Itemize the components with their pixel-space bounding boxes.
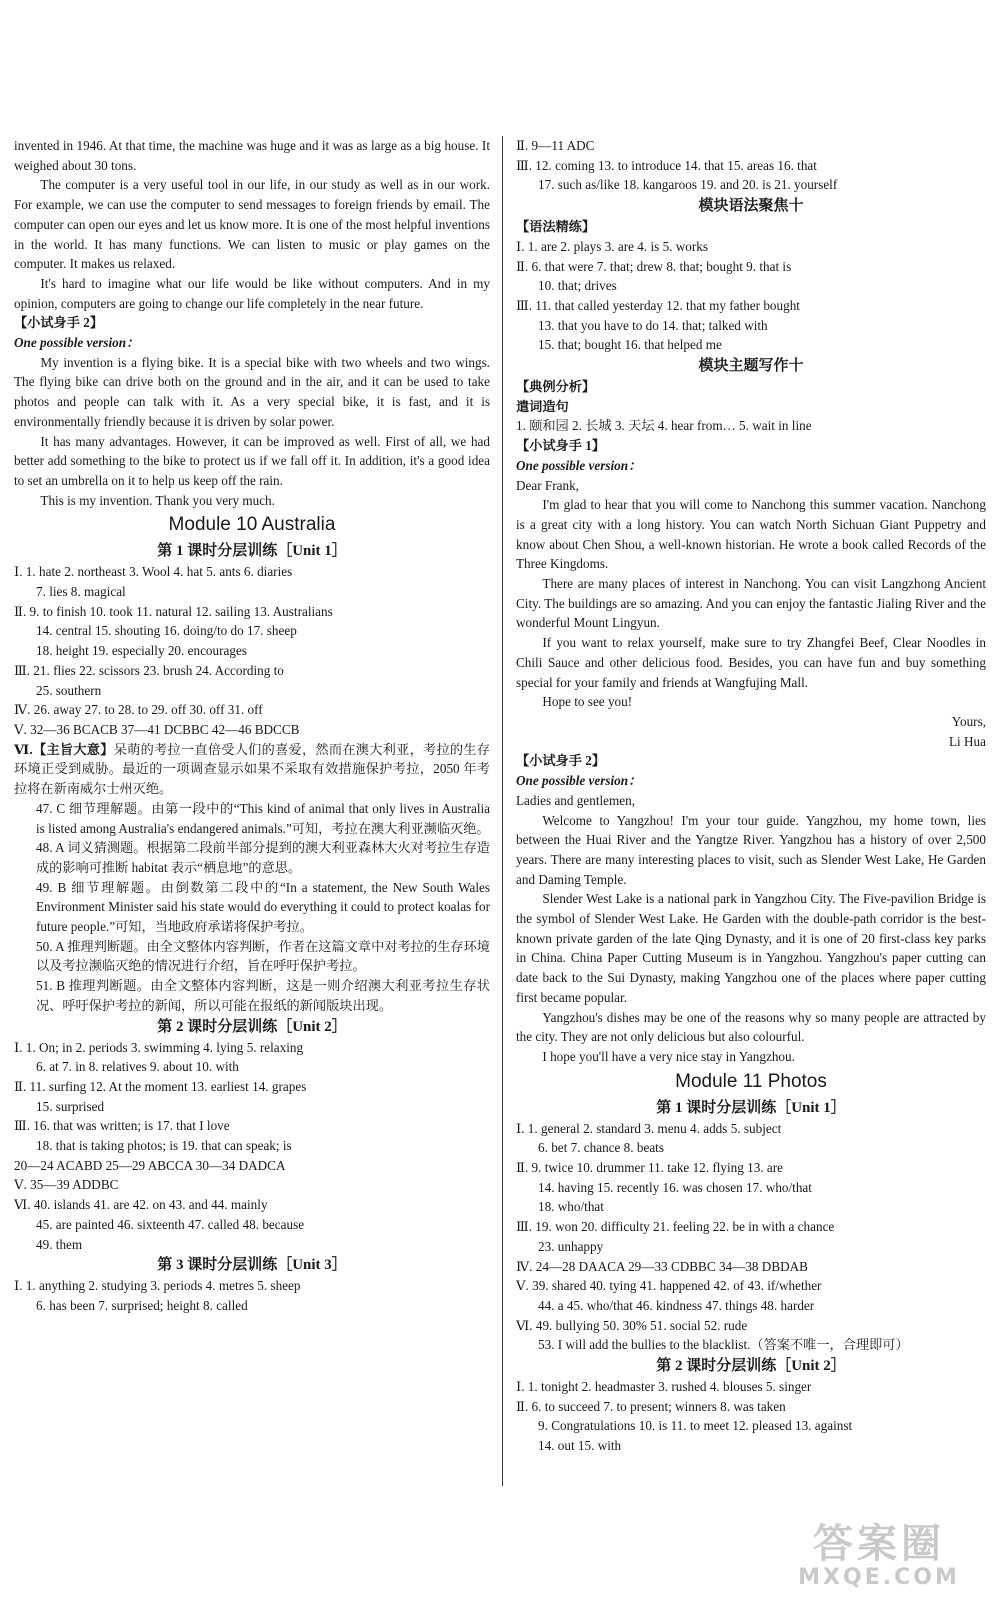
essay-paragraph: My invention is a flying bike. It is a special bike with two wheels and two wings. The flying bike can drive both on the ground and in the air, and it can be used to take photos and people can talk with it. As a very special bike, it is fast, and it is environmentally friendly because it is driven by solar power.: [14, 354, 490, 429]
answer-line: 15. surprised: [36, 1098, 105, 1114]
section-title: 第 2 课时分层训练［Unit 2］: [656, 1358, 846, 1375]
answer-line: 15. that; bought 16. that helped me: [538, 337, 722, 353]
answer-line: Ⅱ. 9. twice 10. drummer 11. take 12. flying 13. are: [516, 1160, 784, 1176]
answer-line: 6. has been 7. surprised; height 8. called: [36, 1297, 248, 1313]
explanation: 47. C 细节理解题。由第一段中的“This kind of animal that only lives in Australia is listed among Australia's endangered animals.”可知，考拉在澳大利亚濒临灭绝。: [36, 800, 490, 836]
explanation: 48. A 词义猜测题。根据第二段前半部分提到的澳大利亚森林大火对考拉生存造成的影响可推断 habitat 表示“栖息地”的意思。: [36, 840, 490, 875]
answer-line: 14. central 15. shouting 16. doing/to do 17. sheep: [36, 623, 297, 639]
answer-line: Ⅱ. 11. surfing 12. At the moment 13. earliest 14. grapes: [14, 1078, 307, 1094]
practice-tag: 【小试身手 2】: [14, 315, 104, 331]
answer-line: Ⅵ. 49. bullying 50. 30% 51. social 52. rude: [516, 1317, 748, 1333]
answer-line: 13. that you have to do 14. that; talked with: [538, 317, 768, 333]
grammar-tag: 【语法精练】: [516, 219, 596, 235]
section-title: 第 1 课时分层训练［Unit 1］: [656, 1099, 846, 1116]
answer-lines: [14, 562, 490, 739]
answer-line: Ⅲ. 16. that was written; is 17. that I love: [14, 1118, 230, 1134]
essay-paragraph: The computer is a very useful tool in our life, in our study as well as in our work. For example, we can use the computer to send messages to foreign friends by email. The computer can open our eyes and let us know more. It is one of the most helpful inventions in the world. It has many functions. We can listen to music or play games on the computer. It makes us relaxed.: [14, 177, 490, 272]
answer-line: Ⅰ. 1. tonight 2. headmaster 3. rushed 4. blouses 5. singer: [516, 1379, 812, 1395]
answer-line: Ⅱ. 9—11 ADC: [516, 138, 595, 153]
section-title: 第 3 课时分层训练［Unit 3］: [157, 1257, 347, 1274]
answer-line: Ⅲ. 12. coming 13. to introduce 14. that 15. areas 16. that: [516, 157, 817, 173]
answer-line: Ⅴ. 39. shared 40. tying 41. happened 42. of 43. if/whether: [516, 1278, 822, 1294]
answer-line: Ⅱ. 6. to succeed 7. to present; winners 8. was taken: [516, 1398, 786, 1414]
answer-line: 23. unhappy: [538, 1238, 604, 1254]
answer-line: Ⅰ. 1. are 2. plays 3. are 4. is 5. works: [516, 238, 708, 254]
answer-line: Ⅵ. 40. islands 41. are 42. on 43. and 44. mainly: [14, 1197, 268, 1213]
speech-paragraph: Yangzhou's dishes may be one of the reasons why so many people are attracted by the city. They are not only delicious but also colourful.: [516, 1009, 986, 1045]
answer-line: 14. out 15. with: [538, 1438, 622, 1454]
answer-line: Ⅱ. 9. to finish 10. took 11. natural 12. sailing 13. Australians: [14, 603, 333, 619]
letter-paragraph: There are many places of interest in Nanchong. You can visit Langzhong Ancient City. The buildings are so amazing. And you can enjoy the fantastic Jialing River and the wonderful Mount Lingyun.: [516, 576, 986, 631]
letter-salutation: Dear Frank,: [516, 477, 579, 493]
example-tag: 【典例分析】: [516, 379, 596, 395]
section-title: 模块主题写作十: [698, 358, 804, 375]
module-title: Module 10 Australia: [168, 514, 336, 536]
speech-salutation: Ladies and gentlemen,: [516, 792, 636, 808]
speech-paragraph: Welcome to Yangzhou! I'm your tour guide. Yangzhou, my home town, lies between the Huai River and the Yangtze River. Yangzhou has a history of over 2,500 years. There are many interesting places to visit, such as Slender West Lake, He Garden and Daming Temple.: [516, 812, 986, 887]
main-idea-text: 呆萌的考拉一直倍受人们的喜爱，然而在澳大利亚，考拉的生存环境正受到威胁。最近的一项调查显示如果不采取有效措施保护考拉，2050 年考拉将在新南威尔士州灭绝。: [14, 741, 490, 797]
version-label: One possible version：: [516, 457, 642, 473]
section-title: 第 1 课时分层训练［Unit 1］: [157, 543, 347, 560]
practice-tag: 【小试身手 1】: [516, 438, 606, 454]
answer-line: Ⅱ. 6. that were 7. that; drew 8. that; bought 9. that is: [516, 258, 792, 274]
right-column: [516, 136, 986, 1456]
answer-line: 18. who/that: [538, 1199, 604, 1215]
version-label: One possible version：: [516, 773, 642, 789]
answer-line: 1. 颐和园 2. 长城 3. 天坛 4. hear from… 5. wait in line: [516, 418, 812, 434]
explanation: 49. B 细节理解题。由倒数第二段中的“In a statement, the New South Wales Environment Minister said his state would do everything it could to protect koalas for future people.”可知，当地政府承诺将保护考拉。: [36, 879, 490, 935]
speech-paragraph: Slender West Lake is a national park in Yangzhou City. The Five-pavilion Bridge is the symbol of Slender West Lake. He Garden with the double-path corridor is the best-known private garden of the late Qing Dynasty, and it is one of 20 first-class key parks in China. China Paper Cutting Museum is in Yangzhou. Yangzhou's paper cutting can date back to the Sui Dynasty, making Yangzhou one of the places where paper cutting first became popular.: [516, 891, 986, 1005]
answer-line: 44. a 45. who/that 46. kindness 47. things 48. harder: [538, 1297, 815, 1313]
answer-line: 20—24 ACABD 25—29 ABCCA 30—34 DADCA: [14, 1157, 286, 1173]
answer-line: 18. that is taking photos; is 19. that can speak; is: [36, 1138, 292, 1154]
answer-line: 6. at 7. in 8. relatives 9. about 10. with: [36, 1059, 239, 1075]
essay-paragraph: It has many advantages. However, it can be improved as well. First of all, we had better add something to the bike to protect us if we fall off it. In addition, it's a good idea to set an umbrella on it to help us keep off the rain.: [14, 433, 490, 488]
answer-line: 53. I will add the bullies to the blacklist.（答案不唯一，合理即可）: [538, 1337, 909, 1353]
answer-line: 49. them: [36, 1236, 83, 1252]
answer-line: Ⅰ. 1. On; in 2. periods 3. swimming 4. lying 5. relaxing: [14, 1039, 304, 1055]
watermark-url: MXQE.COM: [798, 1565, 960, 1590]
answer-line: Ⅲ. 21. flies 22. scissors 23. brush 24. According to: [14, 662, 284, 678]
answer-line: 25. southern: [36, 682, 102, 698]
answer-line: 17. such as/like 18. kangaroos 19. and 20. is 21. yourself: [538, 177, 838, 193]
essay-paragraph: This is my invention. Thank you very much.: [40, 492, 275, 508]
watermark-text: 答案圈: [813, 1521, 945, 1567]
version-label: One possible version：: [14, 335, 140, 351]
left-column: [14, 136, 490, 1316]
answer-line: 14. having 15. recently 16. was chosen 17. who/that: [538, 1179, 812, 1195]
answer-line: 45. are painted 46. sixteenth 47. called 48. because: [36, 1216, 305, 1232]
answer-line: Ⅳ. 24—28 DAACA 29—33 CDBBC 34—38 DBDAB: [516, 1258, 808, 1274]
answer-line: Ⅳ. 26. away 27. to 28. to 29. off 30. off 31. off: [14, 702, 263, 718]
answer-line: 7. lies 8. magical: [36, 584, 126, 600]
answer-line: 9. Congratulations 10. is 11. to meet 12. pleased 13. against: [538, 1418, 853, 1434]
letter-paragraph: If you want to relax yourself, make sure to try Zhangfei Beef, Clear Noodles in Chili Sauce and other delicious food. Besides, you can have fun and buy something special for your family and friends at Wangfujing Mall.: [516, 635, 986, 690]
section-title: 模块语法聚焦十: [698, 198, 804, 215]
letter-paragraph: I'm glad to hear that you will come to Nanchong this summer vacation. Nanchong is a great city with a long history. You can watch North Sichuan Giant Puppetry and know about Chen Shou, a well-known historian. He wrote a book called Records of the Three Kingdoms.: [516, 497, 986, 572]
letter-closing: Yours,: [951, 713, 986, 729]
essay-paragraph: invented in 1946. At that time, the machine was huge and it was as large as a big house. It weighed about 30 tons.: [14, 138, 490, 173]
letter-signature: Li Hua: [949, 733, 986, 749]
answer-lines: [14, 1276, 490, 1315]
explanation: 50. A 推理判断题。由全文整体内容判断，作者在这篇文章中对考拉的生存环境以及考拉濒临灭绝的情况进行介绍，旨在呼吁保护考拉。: [36, 938, 490, 974]
main-idea-tag: Ⅵ.【主旨大意】: [14, 741, 114, 757]
practice-tag: 【小试身手 2】: [516, 753, 606, 769]
answer-line: Ⅲ. 11. that called yesterday 12. that my father bought: [516, 297, 800, 313]
speech-paragraph: I hope you'll have a very nice stay in Yangzhou.: [542, 1048, 795, 1064]
section-title: 第 2 课时分层训练［Unit 2］: [157, 1018, 347, 1035]
module-title: Module 11 Photos: [675, 1070, 827, 1092]
answer-line: Ⅰ. 1. anything 2. studying 3. periods 4. metres 5. sheep: [14, 1278, 301, 1294]
column-divider: [502, 136, 503, 1486]
answer-line: 6. bet 7. chance 8. beats: [538, 1140, 664, 1156]
sentence-tag: 遣词造句: [516, 398, 569, 414]
answer-line: Ⅲ. 19. won 20. difficulty 21. feeling 22. be in with a chance: [516, 1219, 835, 1235]
answer-line: 18. height 19. especially 20. encourages: [36, 643, 247, 659]
answer-line: Ⅰ. 1. hate 2. northeast 3. Wool 4. hat 5. ants 6. diaries: [14, 564, 293, 580]
answer-line: Ⅴ. 32—36 BCACB 37—41 DCBBC 42—46 BDCCB: [14, 721, 300, 737]
answer-lines: [14, 1038, 490, 1255]
letter-paragraph: Hope to see you!: [542, 694, 633, 710]
answer-line: 10. that; drives: [538, 278, 617, 294]
answer-line: Ⅰ. 1. general 2. standard 3. menu 4. adds 5. subject: [516, 1120, 782, 1136]
answer-line: Ⅴ. 35—39 ADDBC: [14, 1177, 119, 1193]
watermark-logo: [774, 1522, 984, 1592]
explanation: 51. B 推理判断题。由全文整体内容判断，这是一则介绍澳大利亚考拉生存状况、呼吁保护考拉的新闻，所以可能在报纸的新闻版块出现。: [36, 978, 490, 1013]
essay-paragraph: It's hard to imagine what our life would be like without computers. And in my opinion, computers are going to change our life completely in the near future.: [14, 275, 490, 311]
